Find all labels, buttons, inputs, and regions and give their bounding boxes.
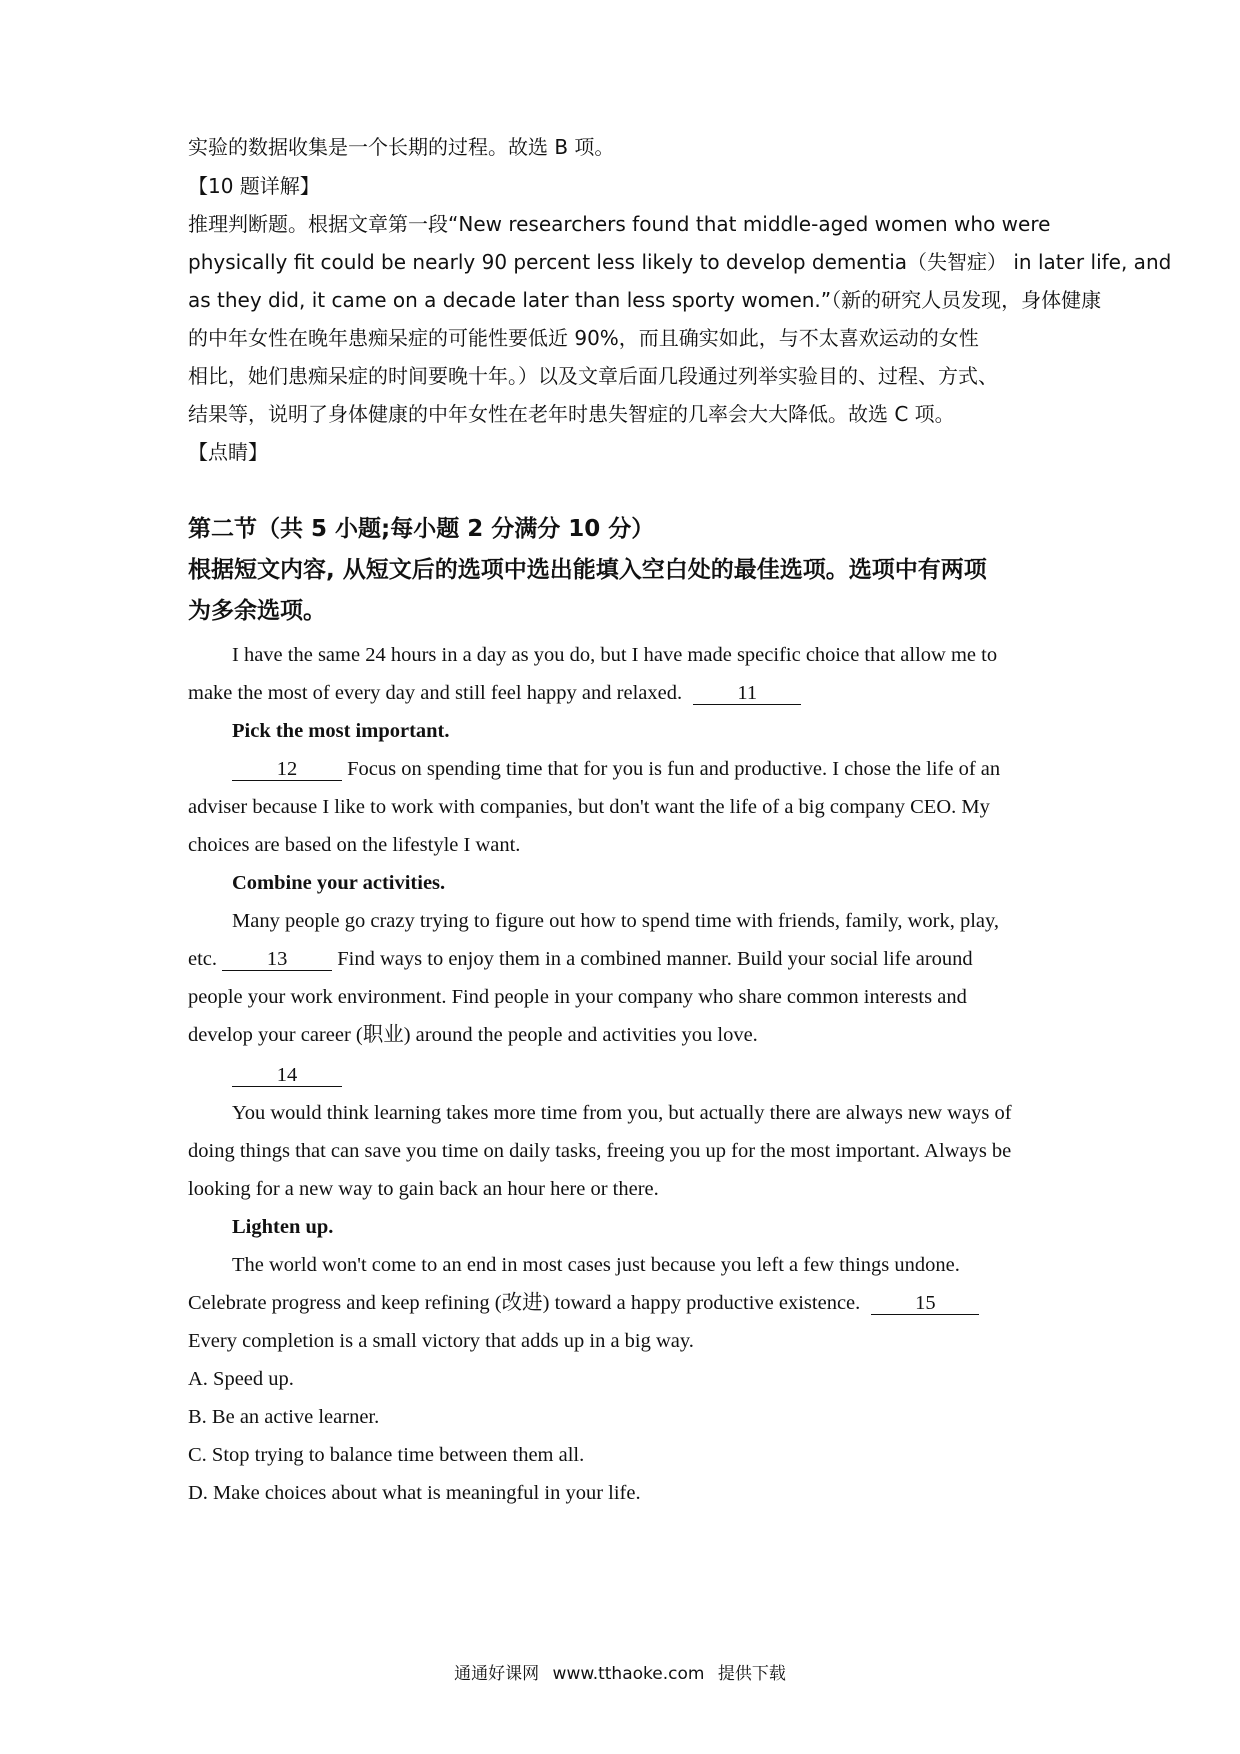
text-line: physically fit could be nearly 90 percent less likely to develop dementia（失智症） in later life, and: [188, 250, 1172, 274]
passage-line: people your work environment. Find people in your company who share common interests and: [188, 986, 967, 1008]
text-line: 的中年女性在晚年患痴呆症的可能性要低近 90%，而且确实如此，与不太喜欢运动的女性: [188, 326, 979, 350]
passage-heading: Lighten up.: [232, 1216, 334, 1238]
passage-line: doing things that can save you time on daily tasks, freeing you up for the most important. Always be: [188, 1140, 1012, 1162]
passage-line: The world won't come to an end in most cases just because you left a few things undone.: [232, 1254, 960, 1276]
footer-brand: 通通好课网: [454, 1664, 540, 1684]
footer-url[interactable]: www.tthaoke.com: [552, 1664, 705, 1684]
passage-heading: Combine your activities.: [232, 872, 446, 894]
passage-line: develop your career (职业) around the people and activities you love.: [188, 1024, 758, 1046]
answer-blank-12: 12: [232, 758, 342, 781]
section-title: 第二节（共 5 小题;每小题 2 分满分 10 分）: [188, 516, 655, 542]
passage-text: make the most of every day and still feel happy and relaxed.: [188, 682, 683, 704]
passage-text: Celebrate progress and keep refining (改进) toward a happy productive existence.: [188, 1292, 861, 1314]
option-d: D. Make choices about what is meaningful in your life.: [188, 1482, 641, 1504]
footer-note: 提供下载: [717, 1664, 786, 1684]
option-a: A. Speed up.: [188, 1368, 294, 1390]
option-c: C. Stop trying to balance time between them all.: [188, 1444, 585, 1466]
text-line: 实验的数据收集是一个长期的过程。故选 B 项。: [188, 135, 615, 159]
answer-blank-13: 13: [222, 948, 332, 971]
passage-line: Every completion is a small victory that adds up in a big way.: [188, 1330, 694, 1352]
passage-line: [188, 680, 801, 706]
passage-text: etc.: [188, 948, 218, 970]
text-line: 【点睛】: [188, 440, 268, 464]
passage-text: Find ways to enjoy them in a combined manner. Build your social life around: [337, 948, 973, 970]
text-line: 相比，她们患痴呆症的时间要晚十年。）以及文章后面几段通过列举实验目的、过程、方式、: [188, 364, 998, 388]
passage-line: adviser because I like to work with companies, but don't want the life of a big company CEO. My: [188, 796, 990, 818]
passage-line: [232, 1062, 342, 1088]
passage-line: [188, 1290, 979, 1316]
passage-line: Many people go crazy trying to figure out how to spend time with friends, family, work, play,: [232, 910, 1000, 932]
option-b: B. Be an active learner.: [188, 1406, 380, 1428]
text-line: 推理判断题。根据文章第一段“New researchers found that middle-aged women who were: [188, 212, 1051, 236]
passage-line: [188, 946, 973, 972]
section-instruction: 为多余选项。: [188, 598, 326, 624]
passage-line: You would think learning takes more time from you, but actually there are always new ways of: [232, 1102, 1012, 1124]
text-line: as they did, it came on a decade later than less sporty women.”（新的研究人员发现，身体健康: [188, 288, 1102, 312]
answer-blank-15: 15: [871, 1292, 979, 1315]
passage-line: I have the same 24 hours in a day as you do, but I have made specific choice that allow me to: [232, 644, 998, 666]
passage-line: looking for a new way to gain back an hour here or there.: [188, 1178, 659, 1200]
page-footer: [0, 1659, 1240, 1684]
answer-blank-11: 11: [693, 682, 801, 705]
text-line: 【10 题详解】: [188, 174, 320, 198]
passage-line: [232, 756, 1000, 782]
section-instruction: 根据短文内容, 从短文后的选项中选出能填入空白处的最佳选项。选项中有两项: [188, 557, 987, 583]
passage-text: Focus on spending time that for you is fun and productive. I chose the life of an: [347, 758, 1001, 780]
answer-blank-14: 14: [232, 1064, 342, 1087]
passage-line: choices are based on the lifestyle I want.: [188, 834, 521, 856]
passage-heading: Pick the most important.: [232, 720, 450, 742]
text-line: 结果等，说明了身体健康的中年女性在老年时患失智症的几率会大大降低。故选 C 项。: [188, 402, 955, 426]
